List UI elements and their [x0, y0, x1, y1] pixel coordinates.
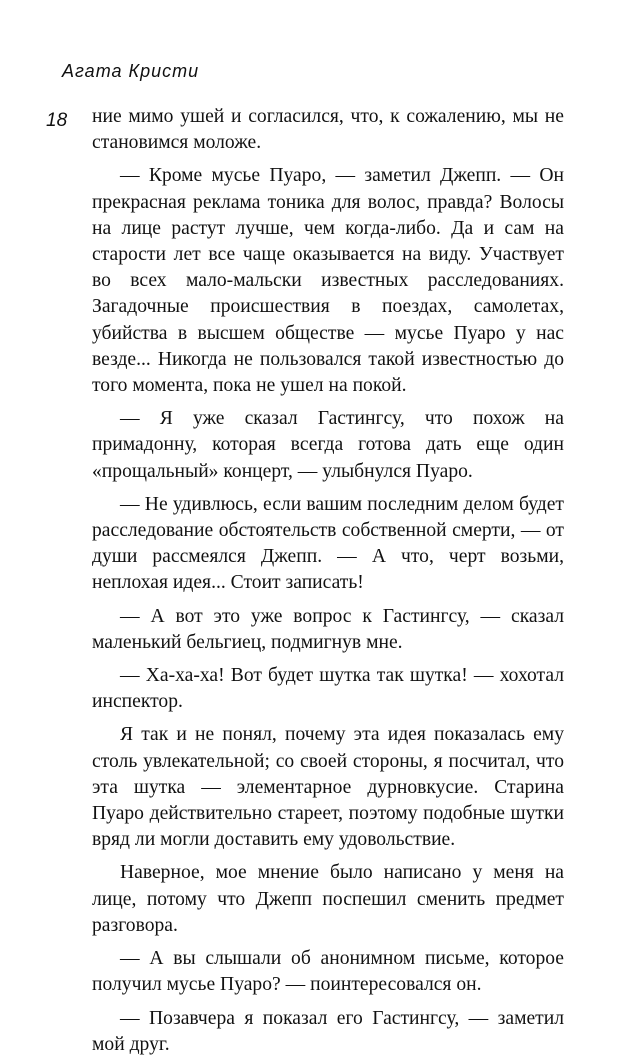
paragraph: — А вот это уже вопрос к Гастингсу, — сказал маленький бельгиец, подмигнув мне.	[92, 605, 564, 653]
paragraph: — Ха-ха-ха! Вот будет шутка так шутка! — хохотал инспектор.	[92, 665, 564, 713]
text-body	[92, 104, 564, 1058]
paragraph: — Я уже сказал Гастингсу, что похож на примадонну, которая всегда готова дать еще один «прощальный» концерт, — улыбнулся Пуаро.	[92, 408, 564, 482]
paragraph: — Не удивлюсь, если вашим последним делом будет расследование обстоятельств собственной смерти, — от души рассмеялся Джепп. — А что, черт возьми, неплохая идея... Стоит записать!	[92, 493, 564, 594]
page-number: 18	[46, 110, 68, 131]
paragraph: Я так и не понял, почему эта идея показалась ему столь увлекательной; со своей стороны, я посчитал, что эта шутка — элементарное дурновкусие. Старина Пуаро действительно стареет, поэтому подобные шутки вряд ли могли доставить ему удовольствие.	[92, 724, 564, 851]
paragraph: — А вы слышали об анонимном письме, которое получил мусье Пуаро? — поинтересовался он.	[92, 948, 564, 996]
paragraph: — Кроме мусье Пуаро, — заметил Джепп. — Он прекрасная реклама тоника для волос, правда? Волосы на лице растут лучше, чем когда-либо. Да и сам на старости лет все чаще оказывается на виду. Участвует во всех мало-мальски известных расследованиях. Загадочные происшествия в поездах, самолетах, убийства в высшем обществе — мусье Пуаро у нас везде... Никогда не пользовался такой известностью до того момента, пока не ушел на покой.	[92, 165, 564, 397]
paragraph: Наверное, мое мнение было написано у меня на лице, потому что Джепп поспешил сменить предмет разговора.	[92, 862, 564, 936]
paragraph: ние мимо ушей и согласился, что, к сожалению, мы не становимся моложе.	[92, 106, 564, 154]
running-header-author: Агата Кристи	[62, 61, 200, 81]
paragraph: — Позавчера я показал его Гастингсу, — заметил мой друг.	[92, 1007, 564, 1055]
